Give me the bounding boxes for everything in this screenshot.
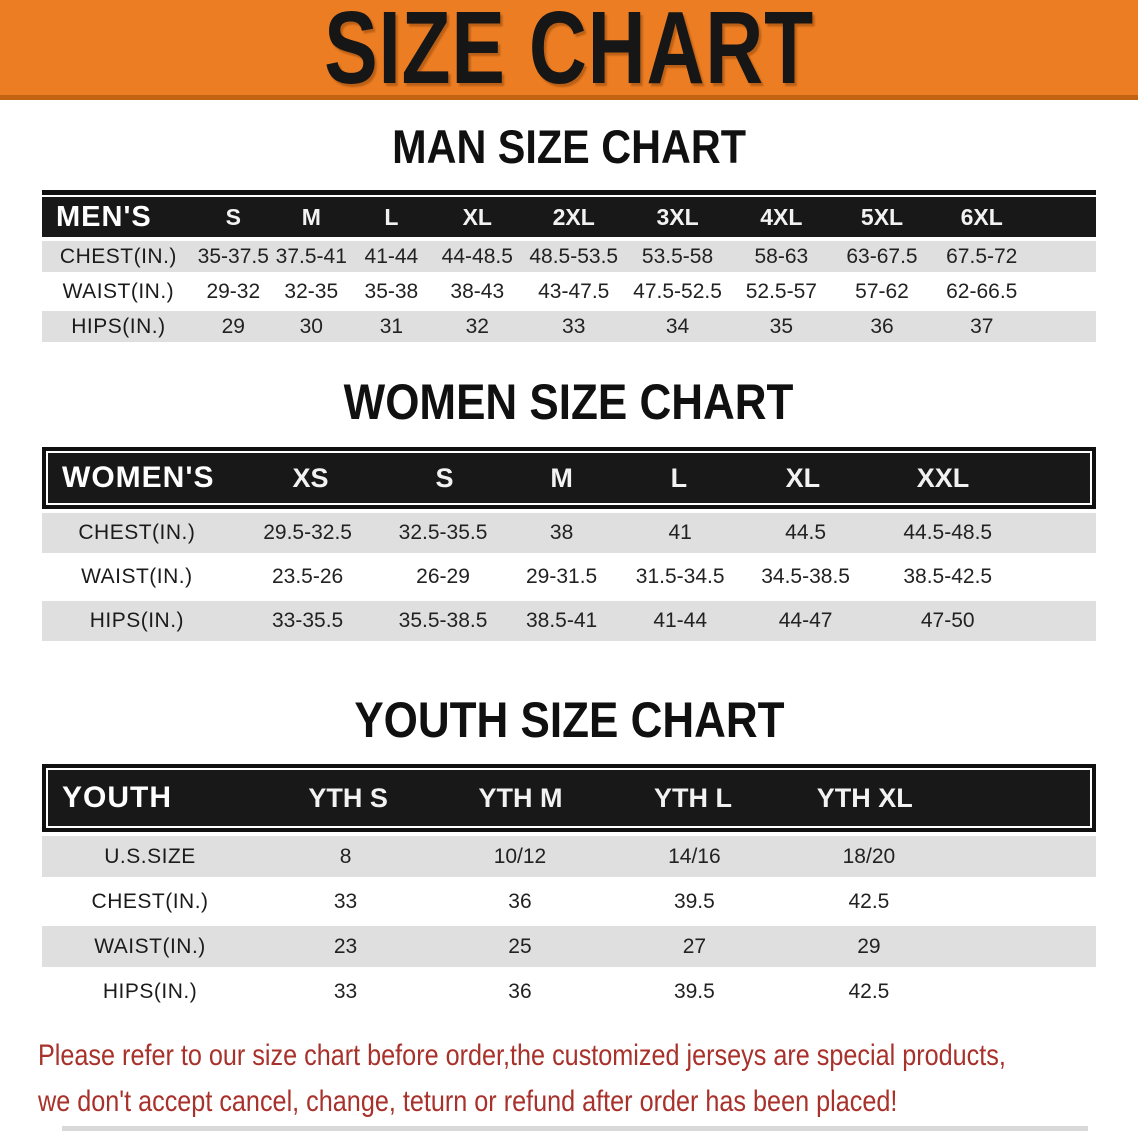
disclaimer-line-2: we don't accept cancel, change, teturn or refund after order has been placed! [38,1085,898,1118]
size-cell: 42.5 [848,979,890,1003]
size-cell: 29-31.5 [525,565,598,588]
size-cell: 48.5-53.5 [529,244,619,268]
size-cell: 35.5-38.5 [398,609,488,632]
row-label: CHEST(IN.) [59,244,177,268]
size-cell: 34 [665,314,690,338]
men-column-header: XL [462,203,492,230]
size-cell: 67.5-72 [946,244,1018,268]
size-cell: 29 [857,934,881,958]
size-cell: 39.5 [673,889,715,913]
size-cell: 62-66.5 [946,279,1018,303]
size-cell: 35-38 [364,279,419,303]
men-column-header: 6XL [960,203,1003,230]
size-cell: 35-37.5 [197,244,269,268]
size-cell: 31.5-34.5 [635,565,725,588]
size-cell: 53.5-58 [641,244,714,268]
size-cell: 32 [465,314,489,338]
size-cell: 63-67.5 [846,244,918,268]
size-cell: 41-44 [364,244,419,268]
size-cell: 29-32 [206,279,261,303]
size-cell: 36 [508,889,532,913]
banner-title: SIZE CHART [324,0,814,105]
women-column-header: S [435,462,454,493]
men-table-header [42,190,1096,237]
disclaimer-line-1: Please refer to our size chart before order,the customized jerseys are special products, [38,1039,1006,1072]
bottom-divider [62,1126,1088,1131]
men-section-title-text: MAN SIZE CHART [392,120,746,173]
disclaimer [38,1033,1138,1125]
size-cell: 23 [333,934,358,958]
row-label: U.S.SIZE [104,844,196,868]
size-cell: 36 [508,979,532,1003]
size-cell: 35 [769,314,794,338]
size-cell: 30 [299,314,323,338]
women-chest-row [42,513,1096,553]
size-cell: 33 [333,889,358,913]
size-cell: 39.5 [673,979,715,1003]
size-cell: 41-44 [653,609,708,632]
size-cell: 18/20 [842,844,896,868]
size-cell: 44-48.5 [441,244,513,268]
size-cell: 34.5-38.5 [761,565,850,588]
row-label: HIPS(IN.) [71,314,166,338]
men-column-header: S [225,203,241,230]
size-cell: 26-29 [416,565,470,588]
size-cell: 38.5-42.5 [903,565,993,588]
women-column-header: XXL [916,462,970,493]
size-cell: 29 [221,314,245,338]
size-cell: 43-47.5 [538,279,610,303]
youth-waist-row [42,926,1096,967]
size-cell: 25 [508,934,532,958]
size-cell: 8 [339,844,352,868]
women-table-header [42,447,1096,509]
size-cell: 32-35 [284,279,339,303]
size-cell: 42.5 [848,889,890,913]
women-size-table [42,447,1096,641]
youth-column-header: YTH M [478,782,563,813]
row-label: WAIST(IN.) [81,565,193,588]
men-hips-row [42,311,1096,342]
row-label: HIPS(IN.) [102,979,198,1003]
row-label: WAIST(IN.) [94,934,206,958]
size-cell: 33 [562,314,586,338]
row-label: WAIST(IN.) [62,279,175,303]
women-column-header: M [550,462,573,493]
size-cell: 41 [668,521,692,544]
men-chest-row [42,241,1096,272]
size-cell: 23.5-26 [271,565,344,588]
size-cell: 47.5-52.5 [633,279,722,303]
youth-size-table [42,764,1096,1012]
size-cell: 44.5-48.5 [903,521,993,544]
size-cell: 44.5 [785,521,827,544]
size-cell: 52.5-57 [745,279,817,303]
women-column-header: XL [785,462,821,493]
youth-section-title [0,693,1138,747]
men-size-table [42,190,1096,342]
row-label: HIPS(IN.) [89,609,185,632]
size-cell: 38-43 [450,279,505,303]
women-hips-row [42,601,1096,641]
women-section-title [0,375,1138,429]
size-cell: 38.5-41 [525,609,598,632]
size-cell: 36 [870,314,894,338]
women-column-header: L [670,462,688,493]
size-cell: 44-47 [778,609,833,632]
women-group-label: WOMEN'S [62,461,215,494]
women-column-header: XS [292,462,329,493]
row-label: CHEST(IN.) [91,889,209,913]
men-column-header: 2XL [552,203,595,230]
men-waist-row [42,276,1096,307]
men-column-header: 5XL [860,203,904,230]
men-column-header: M [301,203,321,230]
row-label: CHEST(IN.) [78,521,196,544]
youth-table-header [42,764,1096,832]
youth-hips-row [42,971,1096,1012]
youth-column-header: YTH S [308,782,388,813]
men-group-label: MEN'S [56,200,152,233]
size-cell: 38 [549,521,574,544]
youth-group-label: YOUTH [62,781,172,814]
men-column-header: 3XL [656,203,699,230]
size-cell: 33-35.5 [271,609,344,632]
size-cell: 37 [970,314,994,338]
size-cell: 57-62 [855,279,909,303]
women-waist-row [42,557,1096,597]
size-cell: 32.5-35.5 [398,521,488,544]
size-cell: 33 [333,979,358,1003]
size-cell: 14/16 [668,844,721,868]
men-section-title [0,121,1138,173]
size-cell: 10/12 [493,844,547,868]
size-cell: 47-50 [920,609,975,632]
youth-section-title-text: YOUTH SIZE CHART [353,692,785,748]
size-cell: 58-63 [754,244,809,268]
size-cell: 27 [682,934,707,958]
size-cell: 37.5-41 [275,244,347,268]
men-column-header: 4XL [760,203,803,230]
banner [0,0,1138,105]
size-cell: 31 [379,314,404,338]
men-column-header: L [384,203,399,230]
size-cell: 29.5-32.5 [263,521,352,544]
women-section-title-text: WOMEN SIZE CHART [344,374,794,430]
youth-column-header: YTH L [653,782,732,813]
youth-column-header: YTH XL [816,782,913,813]
youth-ussize-row [42,836,1096,877]
youth-chest-row [42,881,1096,922]
